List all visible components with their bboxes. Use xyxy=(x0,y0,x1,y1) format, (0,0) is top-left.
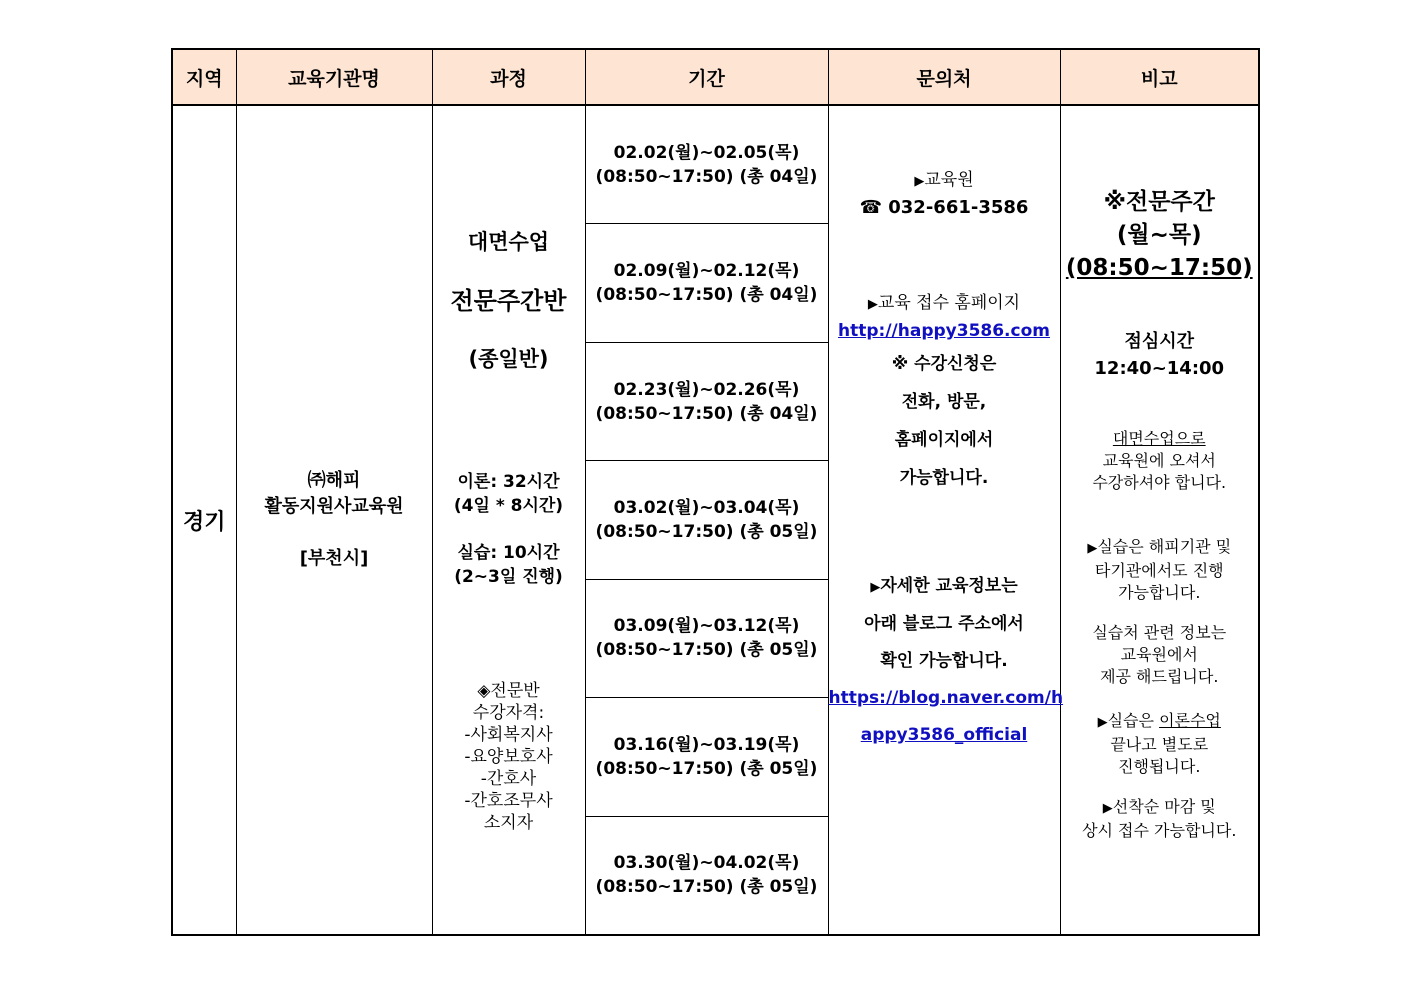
notes-days: (월~목) xyxy=(1116,222,1202,248)
course-cell xyxy=(432,105,585,935)
apply-line: ※ 수강신청은 xyxy=(891,354,997,374)
notes-hours-text: (08:50~17:50) xyxy=(1065,255,1253,281)
blog-link-part2[interactable]: appy3586_official xyxy=(860,725,1028,745)
inperson-line: 교육원에 오셔서 xyxy=(1102,451,1216,470)
period-hours: (08:50~17:50) (총 05일) xyxy=(595,640,818,661)
institution-cell xyxy=(236,105,432,935)
notes-cell xyxy=(1060,105,1259,935)
first-come-line xyxy=(1061,796,1259,820)
triangle-bullet-icon: ▶ xyxy=(867,297,878,312)
period-cell xyxy=(585,105,828,224)
apply-line: 가능합니다. xyxy=(899,468,989,488)
lunch-time: 12:40~14:00 xyxy=(1094,358,1225,379)
first-come-text: 선착순 마감 및 xyxy=(1112,797,1216,816)
notes-hours xyxy=(1061,252,1259,285)
triangle-bullet-icon: ▶ xyxy=(870,580,881,595)
region-cell: 경기 xyxy=(172,105,236,935)
triangle-bullet-icon: ▶ xyxy=(1097,715,1108,730)
blog-info-line: 확인 가능합니다. xyxy=(880,651,1008,671)
period-hours: (08:50~17:50) (총 05일) xyxy=(595,758,818,779)
period-cell xyxy=(585,224,828,342)
institution-name-line2: 활동지원사교육원 xyxy=(264,496,404,517)
period-dates: 02.23(월)~02.26(목) xyxy=(613,379,800,400)
homepage-label-row xyxy=(829,290,1060,318)
blog-link-part1[interactable]: https://blog.naver.com/h xyxy=(828,688,1064,708)
inperson-line: 수강하셔야 합니다. xyxy=(1092,473,1227,492)
phone-icon: ☎ xyxy=(859,197,889,218)
institution-city: [부천시] xyxy=(299,548,369,569)
period-hours: (08:50~17:50) (총 05일) xyxy=(595,521,818,542)
inperson-line xyxy=(1061,428,1259,450)
header-course: 과정 xyxy=(432,49,585,105)
table-row xyxy=(172,105,1259,224)
qualification-suffix: 소지자 xyxy=(483,813,534,833)
contact-cell xyxy=(828,105,1064,935)
practice-after-underlined: 이론수업 xyxy=(1159,711,1221,730)
practice-line: 타기관에서도 진행 xyxy=(1094,561,1224,580)
notes-title: ※전문주간 xyxy=(1103,189,1215,215)
period-hours: (08:50~17:50) (총 04일) xyxy=(595,285,818,306)
triangle-bullet-icon: ▶ xyxy=(1102,801,1113,816)
inperson-text: 대면수업으로 xyxy=(1112,429,1206,448)
office-label: 교육원 xyxy=(924,170,974,190)
triangle-bullet-icon: ▶ xyxy=(914,174,925,189)
period-hours: (08:50~17:50) (총 04일) xyxy=(595,166,818,187)
course-name: 전문주간반 xyxy=(450,287,567,315)
period-dates: 03.30(월)~04.02(목) xyxy=(613,853,800,874)
practice-after-text: 실습은 xyxy=(1107,711,1160,730)
header-contact: 문의처 xyxy=(828,49,1060,105)
lunch-label: 점심시간 xyxy=(1124,331,1195,352)
qualification-label: 수강자격: xyxy=(472,703,545,723)
blog-info-line: 아래 블로그 주소에서 xyxy=(864,614,1024,634)
header-region: 지역 xyxy=(172,49,236,105)
period-cell xyxy=(585,816,828,935)
practice-site-line: 교육원에서 xyxy=(1120,645,1198,664)
qualification-item: -사회복지사 xyxy=(464,725,553,745)
triangle-bullet-icon: ▶ xyxy=(1087,541,1098,556)
first-come-line: 상시 접수 가능합니다. xyxy=(1082,821,1237,840)
qualification-item: -간호조무사 xyxy=(464,791,553,811)
education-schedule-table xyxy=(171,48,1260,936)
period-dates: 02.02(월)~02.05(목) xyxy=(613,142,800,163)
course-mode: 대면수업 xyxy=(467,230,550,254)
period-dates: 03.09(월)~03.12(목) xyxy=(613,616,800,637)
practice-after-line xyxy=(1061,710,1259,734)
qualification-item: -요양보호사 xyxy=(464,747,553,767)
practice-text: 실습은 해피기관 및 xyxy=(1097,537,1232,556)
qualification-title: ◈전문반 xyxy=(477,681,540,701)
period-hours: (08:50~17:50) (총 04일) xyxy=(595,403,818,424)
practice-line xyxy=(1061,536,1259,560)
phone-row xyxy=(829,194,1060,222)
course-practice-detail: (2~3일 진행) xyxy=(454,567,563,587)
header-period: 기간 xyxy=(585,49,828,105)
office-label-row xyxy=(829,168,1060,194)
period-cell xyxy=(585,461,828,579)
practice-site-line: 제공 해드립니다. xyxy=(1100,667,1219,686)
period-dates: 03.02(월)~03.04(목) xyxy=(613,497,800,518)
period-cell xyxy=(585,342,828,460)
homepage-link[interactable]: http://happy3586.com xyxy=(838,321,1050,341)
homepage-label: 교육 접수 홈페이지 xyxy=(877,293,1021,313)
course-theory-detail: (4일 * 8시간) xyxy=(453,496,564,516)
period-dates: 02.09(월)~02.12(목) xyxy=(613,261,800,282)
phone-number: 032-661-3586 xyxy=(888,197,1029,218)
header-notes: 비고 xyxy=(1060,49,1259,105)
blog-info-line xyxy=(829,568,1060,606)
apply-line: 홈페이지에서 xyxy=(894,430,994,450)
blog-info-text: 자세한 교육정보는 xyxy=(880,576,1018,596)
practice-after-line: 진행됩니다. xyxy=(1118,757,1201,776)
apply-line: 전화, 방문, xyxy=(901,392,987,412)
practice-line: 가능합니다. xyxy=(1118,583,1201,602)
period-hours: (08:50~17:50) (총 05일) xyxy=(595,877,818,898)
course-type: (종일반) xyxy=(468,347,549,371)
period-cell xyxy=(585,698,828,816)
period-dates: 03.16(월)~03.19(목) xyxy=(613,734,800,755)
institution-name-line1: ㈜해피 xyxy=(307,470,361,491)
practice-site-line: 실습처 관련 정보는 xyxy=(1092,623,1227,642)
qualification-item: -간호사 xyxy=(480,769,537,789)
course-theory-hours: 이론: 32시간 xyxy=(457,472,560,492)
course-practice-hours: 실습: 10시간 xyxy=(457,543,560,563)
header-row xyxy=(172,49,1259,105)
practice-after-line: 끝나고 별도로 xyxy=(1110,735,1209,754)
period-cell xyxy=(585,579,828,697)
header-institution: 교육기관명 xyxy=(236,49,432,105)
